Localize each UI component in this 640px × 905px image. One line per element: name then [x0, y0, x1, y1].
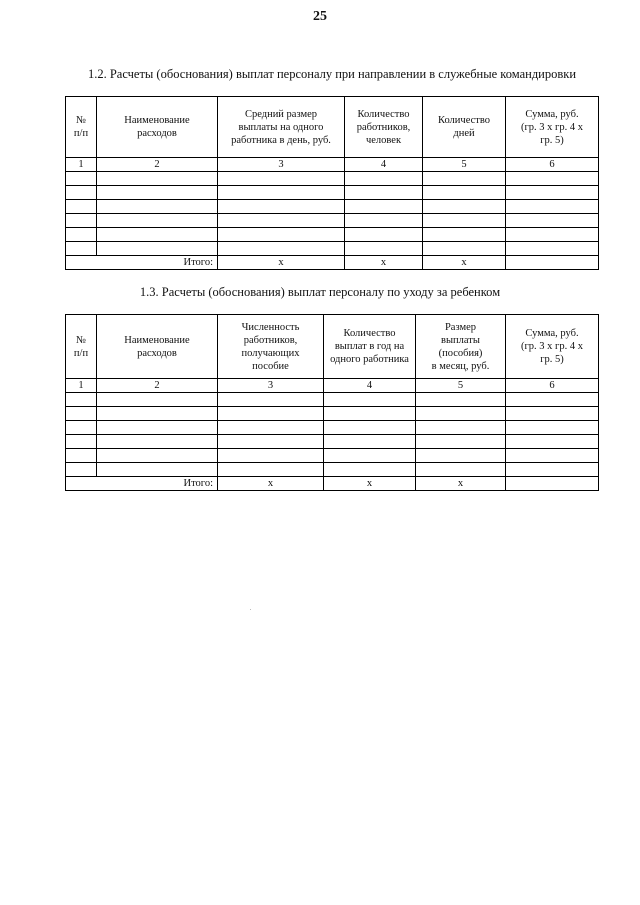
table-cell[interactable]: [506, 172, 599, 186]
header-col-2: [97, 315, 218, 379]
header-line: №: [75, 334, 87, 346]
column-number-4: 4: [324, 379, 416, 393]
header-col-2: [97, 97, 218, 158]
table-cell[interactable]: [324, 435, 416, 449]
header-line: (пособия): [438, 347, 483, 359]
section-title-business-trips: 1.2. Расчеты (обоснования) выплат персоналу при направлении в служебные командировки: [87, 67, 577, 81]
column-number-1: 1: [66, 158, 97, 172]
header-line: Численность: [241, 321, 300, 333]
table-row: [66, 435, 599, 449]
table-cell[interactable]: [218, 449, 324, 463]
table-cell[interactable]: [423, 172, 506, 186]
header-line: Количество: [437, 115, 491, 126]
table-cell[interactable]: [66, 449, 97, 463]
table-cell[interactable]: [97, 463, 218, 477]
table-cell[interactable]: [506, 449, 599, 463]
total-col-4: х: [324, 477, 416, 491]
total-label: Итого:: [66, 477, 218, 491]
total-col-3: х: [218, 256, 345, 270]
table-row: [66, 463, 599, 477]
table-row: [66, 242, 599, 256]
table-cell[interactable]: [218, 421, 324, 435]
table-cell[interactable]: [416, 435, 506, 449]
column-numbers-row: [66, 158, 599, 172]
page-number: 25: [313, 9, 327, 24]
table-cell[interactable]: [66, 172, 97, 186]
table-cell[interactable]: [506, 228, 599, 242]
header-line: человек: [365, 134, 402, 146]
total-col-6: [506, 477, 599, 491]
table-cell[interactable]: [97, 407, 218, 421]
header-line: в месяц, руб.: [431, 360, 490, 372]
table-cell[interactable]: [218, 228, 345, 242]
table-cell[interactable]: [324, 421, 416, 435]
total-col-6: [506, 256, 599, 270]
header-col-6: [506, 315, 599, 379]
column-number-5: 5: [416, 379, 506, 393]
table-cell[interactable]: [506, 186, 599, 200]
header-col-1: [66, 315, 97, 379]
business-trip-payments-table: [65, 96, 599, 270]
table-cell[interactable]: [66, 421, 97, 435]
table-cell[interactable]: [506, 421, 599, 435]
header-col-4: [345, 97, 423, 158]
table-cell[interactable]: [218, 186, 345, 200]
table-cell[interactable]: [324, 463, 416, 477]
table-cell[interactable]: [97, 393, 218, 407]
table-cell[interactable]: [66, 242, 97, 256]
table-cell[interactable]: [423, 242, 506, 256]
column-number-3: 3: [218, 158, 345, 172]
total-label: Итого:: [66, 256, 218, 270]
column-number-6: 6: [506, 158, 599, 172]
childcare-payments-table: [65, 314, 599, 491]
table-row: [66, 393, 599, 407]
total-col-4: х: [345, 256, 423, 270]
table-cell[interactable]: [416, 393, 506, 407]
column-number-3: 3: [218, 379, 324, 393]
table-cell[interactable]: [218, 407, 324, 421]
table-cell[interactable]: [218, 463, 324, 477]
total-row: [66, 256, 599, 270]
column-numbers-row: [66, 379, 599, 393]
header-col-5: [423, 97, 506, 158]
table-cell[interactable]: [423, 228, 506, 242]
table-cell[interactable]: [506, 463, 599, 477]
table-cell[interactable]: [506, 435, 599, 449]
header-line: выплаты на одного: [238, 121, 324, 133]
header-line: Средний размер: [244, 108, 318, 120]
table-cell[interactable]: [97, 186, 218, 200]
header-line: работника в день, руб.: [231, 134, 331, 146]
table-cell[interactable]: [97, 214, 218, 228]
table-cell[interactable]: [66, 435, 97, 449]
table-cell[interactable]: [97, 200, 218, 214]
column-number-1: 1: [66, 379, 97, 393]
table-cell[interactable]: [416, 421, 506, 435]
table-cell[interactable]: [66, 393, 97, 407]
table-cell[interactable]: [97, 449, 218, 463]
table-cell[interactable]: [218, 214, 345, 228]
header-line: работников,: [243, 334, 298, 346]
header-line: п/п: [73, 128, 89, 139]
table-cell[interactable]: [506, 200, 599, 214]
table-cell[interactable]: [506, 214, 599, 228]
header-col-3: [218, 97, 345, 158]
table-cell[interactable]: [423, 186, 506, 200]
table-row: [66, 186, 599, 200]
header-line: работников,: [356, 121, 411, 133]
table-cell[interactable]: [324, 393, 416, 407]
header-line: расходов: [137, 347, 177, 359]
header-line: (гр. 3 х гр. 4 х: [521, 121, 583, 133]
table-cell[interactable]: [423, 214, 506, 228]
column-number-5: 5: [423, 158, 506, 172]
total-row: [66, 477, 599, 491]
header-line: №: [75, 115, 87, 126]
table-cell[interactable]: [218, 435, 324, 449]
header-line: Наименование: [124, 115, 190, 126]
column-number-2: 2: [97, 379, 218, 393]
table-cell[interactable]: [345, 228, 423, 242]
table-row: [66, 172, 599, 186]
column-number-4: 4: [345, 158, 423, 172]
table-cell[interactable]: [416, 449, 506, 463]
total-col-5: х: [423, 256, 506, 270]
table-cell[interactable]: [218, 200, 345, 214]
table-cell[interactable]: [345, 172, 423, 186]
table-cell[interactable]: [324, 449, 416, 463]
header-line: Количество: [357, 108, 410, 120]
header-line: гр. 5): [540, 354, 564, 365]
table-cell[interactable]: [218, 172, 345, 186]
table-cell[interactable]: [218, 242, 345, 256]
header-col-3: [218, 315, 324, 379]
header-col-4: [324, 315, 416, 379]
header-line: одного работника: [330, 354, 409, 365]
table-cell[interactable]: [324, 407, 416, 421]
header-line: расходов: [137, 128, 177, 139]
header-line: получающих: [241, 347, 300, 359]
column-number-6: 6: [506, 379, 599, 393]
table-header-row: [66, 315, 599, 379]
table-cell[interactable]: [97, 435, 218, 449]
table-cell[interactable]: [416, 463, 506, 477]
table-row: [66, 449, 599, 463]
table-row: [66, 421, 599, 435]
table-cell[interactable]: [345, 242, 423, 256]
header-line: выплаты: [441, 334, 480, 346]
total-col-5: х: [416, 477, 506, 491]
header-line: Наименование: [124, 334, 190, 346]
total-col-3: х: [218, 477, 324, 491]
table-cell[interactable]: [345, 186, 423, 200]
header-line: Количество: [343, 328, 396, 339]
table-cell[interactable]: [66, 228, 97, 242]
table-cell[interactable]: [506, 393, 599, 407]
table-cell[interactable]: [97, 228, 218, 242]
table-cell[interactable]: [345, 200, 423, 214]
scan-speck: [250, 609, 251, 610]
header-line: Сумма, руб.: [525, 108, 579, 120]
header-line: дней: [453, 128, 475, 139]
table-cell[interactable]: [506, 242, 599, 256]
table-cell[interactable]: [506, 407, 599, 421]
header-line: выплат в год на: [334, 341, 405, 352]
table-cell[interactable]: [218, 393, 324, 407]
table-cell[interactable]: [66, 407, 97, 421]
header-line: гр. 5): [540, 134, 564, 146]
table-cell[interactable]: [66, 463, 97, 477]
header-line: пособие: [252, 360, 289, 372]
header-line: (гр. 3 х гр. 4 х: [521, 341, 583, 352]
table-cell[interactable]: [345, 214, 423, 228]
header-line: Размер: [444, 321, 477, 333]
header-line: Сумма, руб.: [525, 328, 579, 339]
table-row: [66, 200, 599, 214]
table-cell[interactable]: [97, 172, 218, 186]
table-cell[interactable]: [423, 200, 506, 214]
header-col-5: [416, 315, 506, 379]
table-header-row: [66, 97, 599, 158]
table-row: [66, 407, 599, 421]
table-row: [66, 214, 599, 228]
header-col-6: [506, 97, 599, 158]
column-number-2: 2: [97, 158, 218, 172]
table-row: [66, 228, 599, 242]
table-cell[interactable]: [416, 407, 506, 421]
table-cell[interactable]: [66, 200, 97, 214]
table-cell[interactable]: [97, 421, 218, 435]
header-line: п/п: [73, 347, 89, 359]
header-col-1: [66, 97, 97, 158]
section-title-childcare: 1.3. Расчеты (обоснования) выплат персоналу по уходу за ребенком: [139, 285, 501, 299]
table-cell[interactable]: [66, 186, 97, 200]
table-cell[interactable]: [66, 214, 97, 228]
table-cell[interactable]: [97, 242, 218, 256]
